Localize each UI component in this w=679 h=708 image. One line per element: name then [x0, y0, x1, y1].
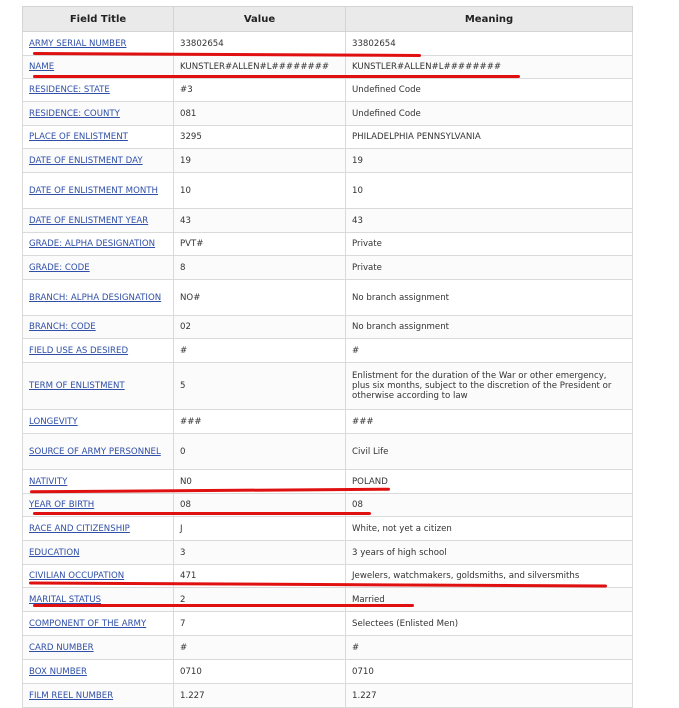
value-cell: 2 — [174, 588, 346, 612]
field-title-link[interactable]: NAME — [29, 62, 55, 72]
field-title-cell — [23, 410, 174, 434]
meaning-cell: 10 — [346, 173, 633, 209]
field-title-link[interactable]: DATE OF ENLISTMENT YEAR — [29, 215, 149, 226]
meaning-cell: PHILADELPHIA PENNSYLVANIA — [346, 126, 633, 149]
highlight-line-marital-status — [33, 604, 414, 607]
meaning-cell: # — [346, 636, 633, 660]
highlight-line-year-of-birth — [33, 512, 371, 515]
value-cell: 471 — [174, 565, 346, 588]
field-title-cell — [23, 541, 174, 565]
field-title-cell — [23, 209, 174, 233]
table-row — [23, 363, 633, 410]
field-title-link[interactable]: YEAR OF BIRTH — [29, 500, 95, 510]
value-cell: 02 — [174, 316, 346, 339]
value-cell: J — [174, 517, 346, 541]
value-cell: 33802654 — [174, 32, 346, 56]
meaning-cell: Private — [346, 256, 633, 280]
table-row — [23, 339, 633, 363]
field-title-cell — [23, 316, 174, 339]
value-cell: KUNSTLER#ALLEN#L######## — [174, 56, 346, 79]
field-title-cell — [23, 684, 174, 708]
field-title-cell — [23, 363, 174, 410]
field-title-link[interactable]: LONGEVITY — [29, 416, 78, 427]
field-title-cell — [23, 173, 174, 209]
field-title-cell — [23, 149, 174, 173]
table-row — [23, 588, 633, 612]
field-title-link[interactable]: CIVILIAN OCCUPATION — [29, 571, 125, 581]
field-title-link[interactable]: DATE OF ENLISTMENT MONTH — [29, 185, 158, 196]
table-row — [23, 173, 633, 209]
table-row — [23, 149, 633, 173]
field-title-cell — [23, 517, 174, 541]
field-title-cell — [23, 434, 174, 470]
meaning-cell: 08 — [346, 494, 633, 517]
value-cell: #3 — [174, 79, 346, 102]
value-cell: 1.227 — [174, 684, 346, 708]
meaning-cell: White, not yet a citizen — [346, 517, 633, 541]
field-title-cell — [23, 126, 174, 149]
meaning-cell: No branch assignment — [346, 280, 633, 316]
field-title-cell — [23, 256, 174, 280]
meaning-cell: POLAND — [346, 470, 633, 494]
column-header-value: Value — [174, 7, 346, 32]
meaning-cell: Selectees (Enlisted Men) — [346, 612, 633, 636]
table-row — [23, 316, 633, 339]
field-title-link[interactable]: TERM OF ENLISTMENT — [29, 381, 125, 391]
value-cell: ### — [174, 410, 346, 434]
value-cell: 0 — [174, 434, 346, 470]
highlight-line-name — [33, 75, 520, 78]
value-cell: 081 — [174, 102, 346, 126]
field-title-link[interactable]: PLACE OF ENLISTMENT — [29, 132, 128, 142]
field-title-link[interactable]: DATE OF ENLISTMENT DAY — [29, 155, 143, 166]
field-title-link[interactable]: CARD NUMBER — [29, 642, 94, 653]
field-title-link[interactable]: GRADE: CODE — [29, 262, 90, 273]
field-title-link[interactable]: BOX NUMBER — [29, 666, 88, 677]
table-row — [23, 684, 633, 708]
field-title-cell — [23, 636, 174, 660]
header-row — [23, 7, 633, 32]
table-row — [23, 209, 633, 233]
meaning-cell: 19 — [346, 149, 633, 173]
field-title-link[interactable]: EDUCATION — [29, 547, 80, 558]
field-title-link[interactable]: BRANCH: ALPHA DESIGNATION — [29, 292, 162, 303]
value-cell: 10 — [174, 173, 346, 209]
meaning-cell: Private — [346, 233, 633, 256]
column-header-field-title: Field Title — [23, 7, 174, 32]
value-cell: 43 — [174, 209, 346, 233]
meaning-cell: 3 years of high school — [346, 541, 633, 565]
field-title-link[interactable]: RESIDENCE: COUNTY — [29, 108, 120, 119]
field-title-cell — [23, 233, 174, 256]
value-cell: 8 — [174, 256, 346, 280]
meaning-cell: Married — [346, 588, 633, 612]
field-title-cell — [23, 612, 174, 636]
field-title-link[interactable]: RESIDENCE: STATE — [29, 85, 110, 95]
field-title-cell — [23, 102, 174, 126]
field-title-cell — [23, 660, 174, 684]
meaning-cell: Undefined Code — [346, 102, 633, 126]
table-row — [23, 102, 633, 126]
table-row — [23, 233, 633, 256]
value-cell: 7 — [174, 612, 346, 636]
value-cell: # — [174, 636, 346, 660]
field-title-link[interactable]: ARMY SERIAL NUMBER — [29, 38, 127, 49]
table-row — [23, 79, 633, 102]
value-cell: 3295 — [174, 126, 346, 149]
meaning-cell: 0710 — [346, 660, 633, 684]
meaning-cell: 33802654 — [346, 32, 633, 56]
meaning-cell: ### — [346, 410, 633, 434]
field-title-link[interactable]: SOURCE OF ARMY PERSONNEL — [29, 446, 161, 457]
value-cell: 08 — [174, 494, 346, 517]
meaning-cell: Undefined Code — [346, 79, 633, 102]
meaning-cell: Civil Life — [346, 434, 633, 470]
table-row — [23, 434, 633, 470]
value-cell: PVT# — [174, 233, 346, 256]
meaning-cell: # — [346, 339, 633, 363]
value-cell: 3 — [174, 541, 346, 565]
field-title-link[interactable]: RACE AND CITIZENSHIP — [29, 523, 130, 534]
value-cell: # — [174, 339, 346, 363]
field-title-link[interactable]: FIELD USE AS DESIRED — [29, 345, 129, 356]
value-cell: 5 — [174, 363, 346, 410]
field-title-cell — [23, 339, 174, 363]
field-title-link[interactable]: NATIVITY — [29, 476, 68, 487]
meaning-cell: 1.227 — [346, 684, 633, 708]
field-title-cell — [23, 280, 174, 316]
meaning-cell: Enlistment for the duration of the War or other emergency, plus six months, subject to the discretion of the President or otherwise according to law — [346, 363, 633, 410]
meaning-cell: Jewelers, watchmakers, goldsmiths, and silversmiths — [346, 565, 633, 588]
table-row — [23, 541, 633, 565]
table-row — [23, 517, 633, 541]
field-title-link[interactable]: COMPONENT OF THE ARMY — [29, 618, 147, 629]
table-row — [23, 636, 633, 660]
field-title-cell — [23, 79, 174, 102]
column-header-meaning: Meaning — [346, 7, 633, 32]
record-table — [22, 6, 633, 708]
value-cell: 0710 — [174, 660, 346, 684]
field-title-link[interactable]: MARITAL STATUS — [29, 594, 102, 605]
table-row — [23, 410, 633, 434]
table-row — [23, 256, 633, 280]
meaning-cell: 43 — [346, 209, 633, 233]
field-title-cell — [23, 588, 174, 612]
field-title-link[interactable]: FILM REEL NUMBER — [29, 690, 114, 701]
table-row — [23, 126, 633, 149]
value-cell: NO# — [174, 280, 346, 316]
value-cell: N0 — [174, 470, 346, 494]
table-row — [23, 612, 633, 636]
value-cell: 19 — [174, 149, 346, 173]
field-title-link[interactable]: BRANCH: CODE — [29, 322, 96, 332]
table-row — [23, 660, 633, 684]
meaning-cell: No branch assignment — [346, 316, 633, 339]
meaning-cell: KUNSTLER#ALLEN#L######## — [346, 56, 633, 79]
table-row — [23, 280, 633, 316]
field-title-link[interactable]: GRADE: ALPHA DESIGNATION — [29, 239, 156, 249]
